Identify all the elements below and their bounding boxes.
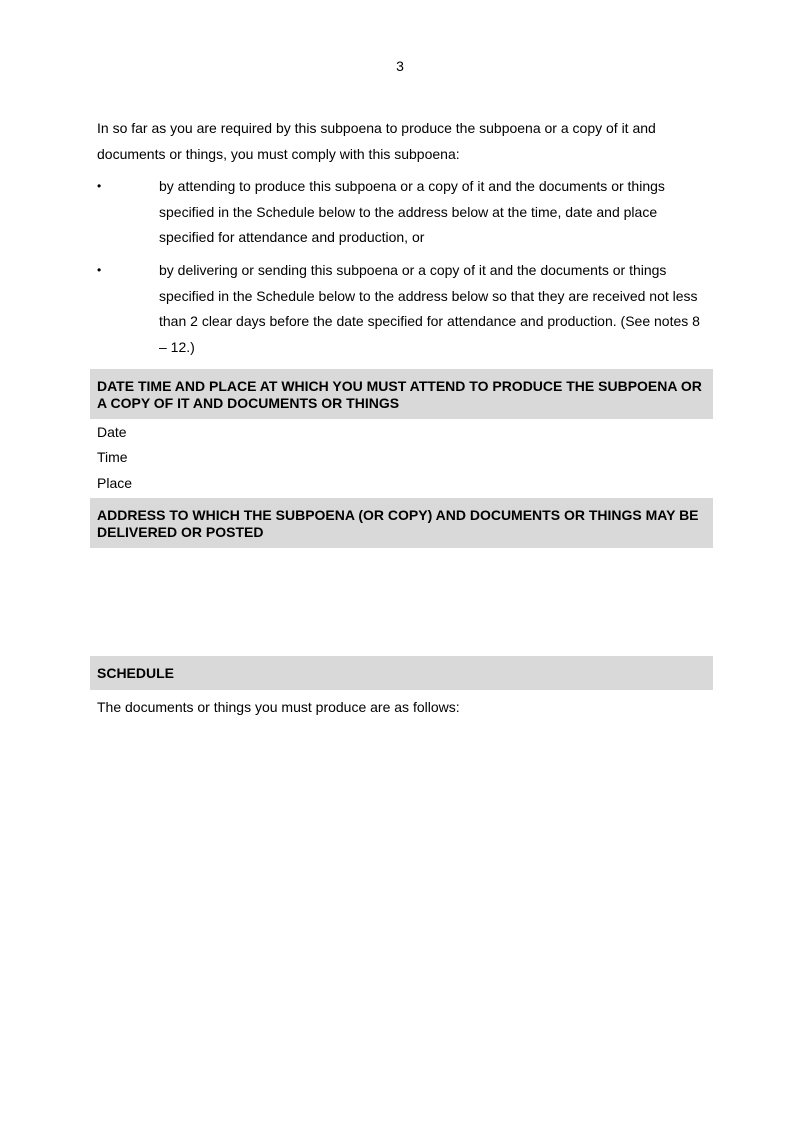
bullet-marker: • xyxy=(97,263,102,277)
bullet-marker: • xyxy=(97,179,102,193)
intro-paragraph: In so far as you are required by this subpoena to produce the subpoena or a copy of it and documents or things, you must comply with this subpoena: xyxy=(97,120,656,162)
bullet-text: by delivering or sending this subpoena or a copy of it and the documents or things specified in the Schedule below to the address below so that they are received not less than 2 clear days before the date specified for attendance and production. (See notes 8 – 12.) xyxy=(159,262,700,355)
date-label: Date xyxy=(97,424,127,440)
place-label: Place xyxy=(97,475,133,491)
bullet-text: by attending to produce this subpoena or a copy of it and the documents or things specified in the Schedule below to the address below at the time, date and place specified for attendance and production, or xyxy=(159,178,665,245)
time-label: Time xyxy=(97,449,128,465)
schedule-text: The documents or things you must produce are as follows: xyxy=(97,699,460,715)
address-heading: ADDRESS TO WHICH THE SUBPOENA (OR COPY) AND DOCUMENTS OR THINGS MAY BE DELIVERED OR POSTED xyxy=(90,498,713,548)
attendance-heading: DATE TIME AND PLACE AT WHICH YOU MUST ATTEND TO PRODUCE THE SUBPOENA OR A COPY OF IT AND DOCUMENTS OR THINGS xyxy=(90,369,713,419)
schedule-heading: SCHEDULE xyxy=(90,656,713,690)
page-number: 3 xyxy=(396,58,404,74)
